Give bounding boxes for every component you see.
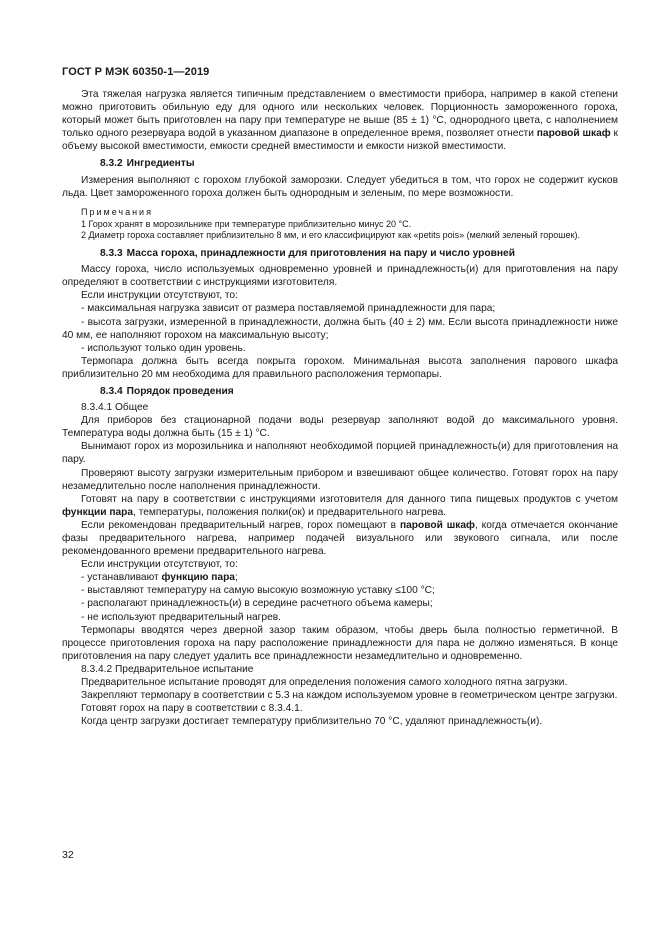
- note-2: 2 Диаметр гороха составляет приблизительно 8 мм, и его классифицируют как «petits pois» (мелкий зеленый горошек).: [81, 230, 580, 241]
- notes-block: [62, 219, 618, 242]
- section-834-p2: Вынимают горох из морозильника и наполняют необходимой порцией принадлежность(и) для приготовления на пару.: [62, 441, 618, 466]
- intro-bold-term: паровой шкаф: [536, 128, 611, 140]
- section-834-p1: Для приборов без стационарной подачи воды резервуар заполняют водой до максимального уровня. Температура воды должна быть (15 ± 1) °С.: [62, 415, 618, 440]
- section-834-p4: Готовят на пару в соответствии с инструкциями изготовителя для данного типа пищевых продуктов с учетом функции пара, температуры, положения полки(ок) и предварительного нагрева.: [62, 493, 618, 518]
- subsection-8342-title: 8.3.4.2 Предварительное испытание: [81, 663, 254, 675]
- section-833-p3: Термопара должна быть всегда покрыта горохом. Минимальная высота заполнения парового шкафа приблизительно 20 мм необходима для правильного расположения термопары.: [62, 355, 618, 380]
- subsection-8341-title: 8.3.4.1 Общее: [81, 402, 149, 414]
- intro-paragraph: Эта тяжелая нагрузка является типичным представлением о вместимости прибора, например в какой степени можно приготовить обильную еду для одного или нескольких человек. Порционность замороженного гороха, который может быть приготовлен на пару при температуре не выше (85 ± 1) °С, однородного цвета, с наполнением только одного резервуара водой в указанном диапазоне в определенное время, позволяет отнести паровой шкаф к объему высокой вместимости, емкости средней вместимости и емкости низкой вместимости.: [62, 89, 619, 153]
- note-1: 1 Горох хранят в морозильнике при температуре приблизительно минус 20 °С.: [81, 218, 412, 229]
- section-834-p6: Если инструкции отсутствуют, то:: [81, 559, 238, 571]
- document-body: [62, 88, 618, 728]
- section-833-list-item-3: - используют только один уровень.: [81, 342, 246, 354]
- section-834-list-item-1: - устанавливают функцию пара;: [81, 572, 238, 584]
- page-number: 32: [62, 849, 74, 861]
- section-834-heading: 8.3.4 Порядок проведения: [100, 385, 234, 397]
- section-833-p2: Если инструкции отсутствуют, то:: [81, 290, 238, 302]
- section-834-p8: Предварительное испытание проводят для определения положения самого холодного пятна загрузки.: [81, 677, 568, 689]
- section-832-heading: 8.3.2 Ингредиенты: [100, 158, 195, 170]
- section-834-p10: Готовят горох на пару в соответствии с 8.3.4.1.: [81, 703, 303, 715]
- section-834-list-item-2: - выставляют температуру на самую высокую возможную уставку ≤100 °С;: [81, 585, 435, 597]
- section-834-list-item-3: - располагают принадлежность(и) в середине расчетного объема камеры;: [81, 598, 433, 610]
- notes-title: Примечания: [81, 206, 153, 217]
- section-834-p7: Термопары вводятся через дверной зазор таким образом, чтобы дверь была полностью герметичной. В процессе приготовления гороха на пару расположение принадлежности для пара не должно изменяться. В конце приготовления на пару следует удалить все принадлежности незамедлительно и одновременно.: [62, 624, 618, 662]
- section-833-list-item-2: - высота загрузки, измеренной в принадлежности, должна быть (40 ± 2) мм. Если высота принадлежности ниже 40 мм, ее наполняют горохом на максимальную высоту;: [62, 316, 618, 341]
- section-834-p9: Закрепляют термопару в соответствии с 5.3 на каждом используемом уровне в геометрическом центре загрузки.: [81, 690, 618, 702]
- section-834-p11: Когда центр загрузки достигает температуру приблизительно 70 °С, удаляют принадлежность(и).: [81, 716, 543, 728]
- section-834-p3: Проверяют высоту загрузки измерительным прибором и взвешивают общее количество. Готовят горох на пару незамедлительно после наполнения принадлежности.: [62, 467, 618, 492]
- section-833-heading: 8.3.3 Масса гороха, принадлежности для приготовления на пару и число уровней: [100, 248, 515, 260]
- section-834-list-item-4: - не используют предварительный нагрев.: [81, 611, 281, 623]
- section-833-p1: Массу гороха, число используемых одновременно уровней и принадлежность(и) для приготовления на пару определяют в соответствии с инструкциями изготовителя.: [62, 264, 618, 289]
- section-833-list-item-1: - максимальная нагрузка зависит от размера поставляемой принадлежности для пара;: [81, 303, 496, 315]
- section-832-text: Измерения выполняют с горохом глубокой заморозки. Следует убедиться в том, что горох не содержит кусков льда. Цвет замороженного гороха должен быть однородным и зеленым, по мере возможности.: [62, 174, 618, 199]
- standard-header: ГОСТ Р МЭК 60350-1—2019: [62, 66, 210, 78]
- section-834-p5: Если рекомендован предварительный нагрев, горох помещают в паровой шкаф, когда отмечается окончание фазы предварительного нагрева, например подачей визуального или звукового сигнала, или после рекомендованного времени предварительного нагрева.: [62, 519, 618, 558]
